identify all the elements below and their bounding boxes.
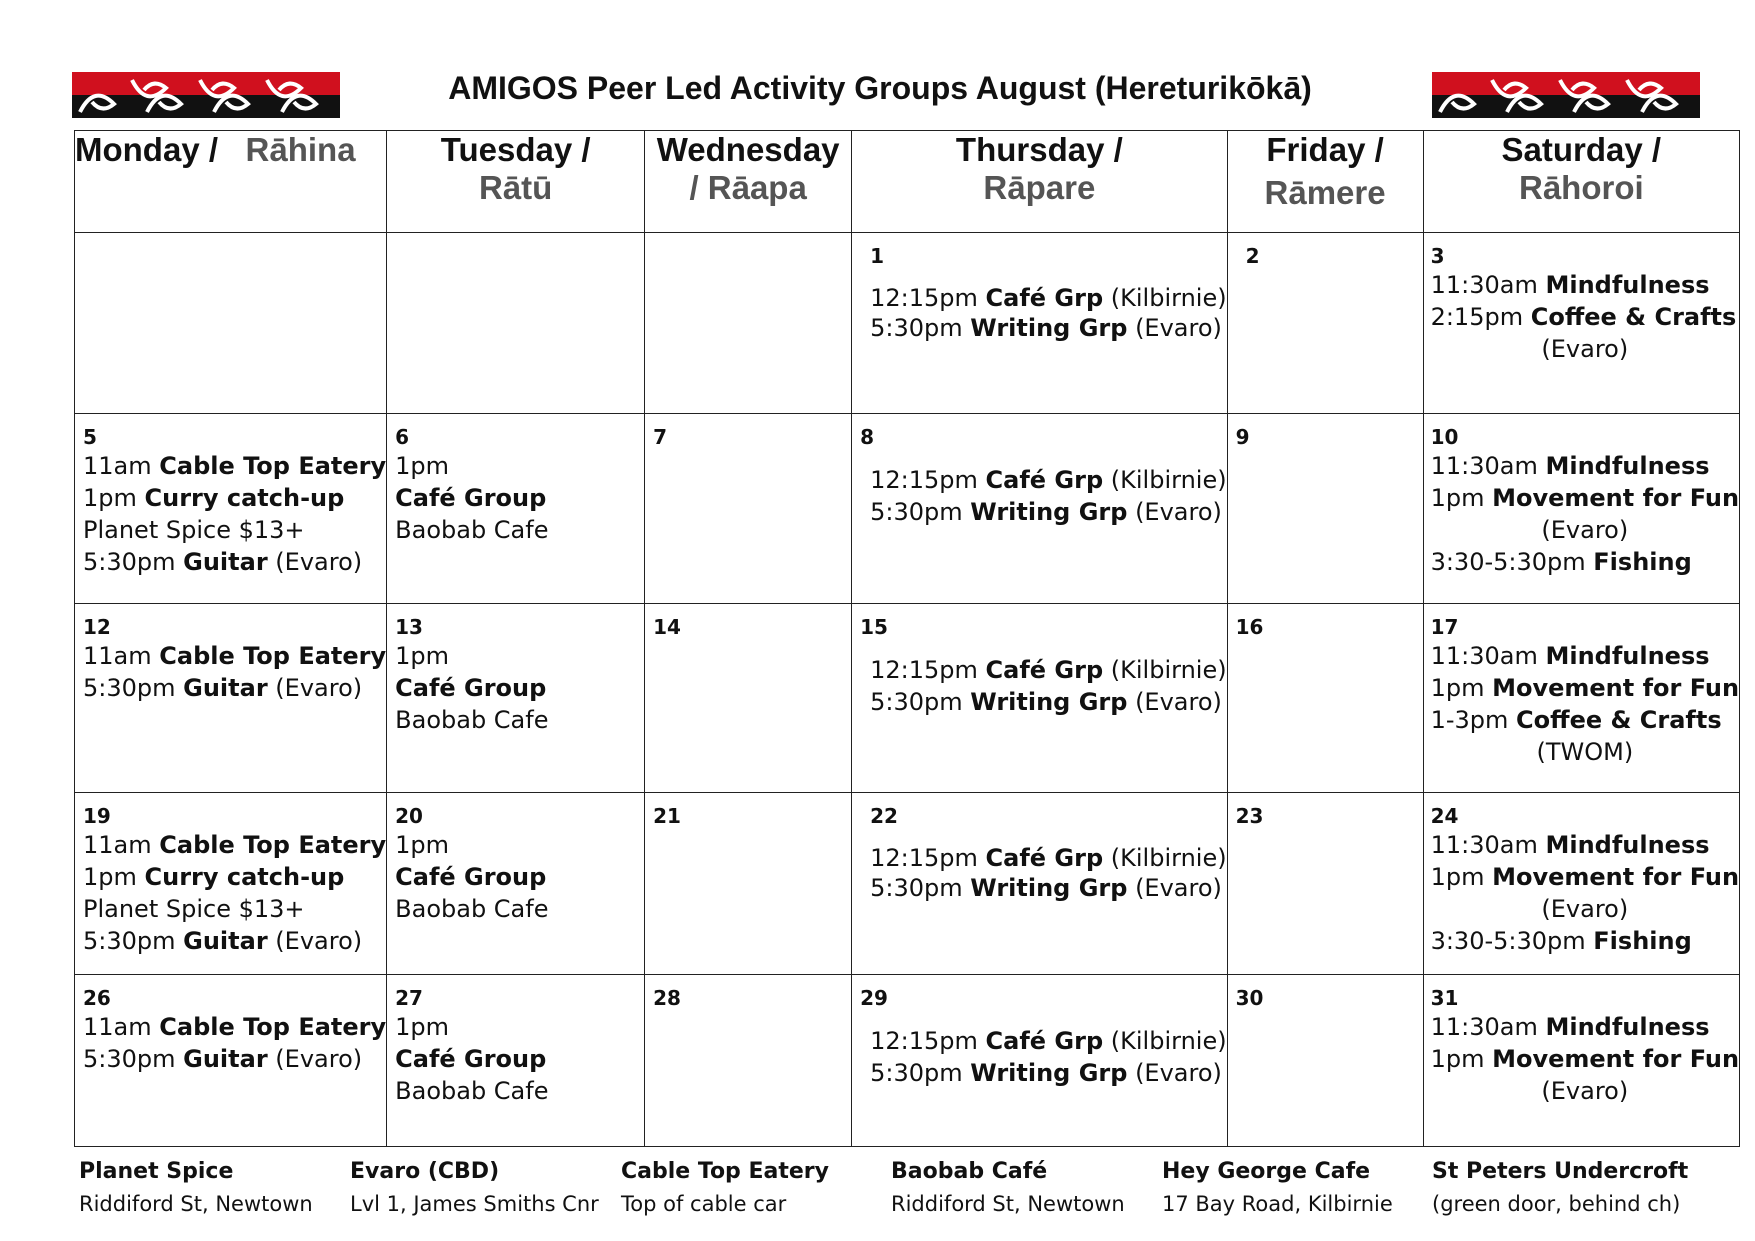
header-wednesday: Wednesday / Rāapa xyxy=(645,131,852,233)
page-title: AMIGOS Peer Led Activity Groups August (Hereturikōkā) xyxy=(448,70,1312,106)
day-cell xyxy=(645,233,852,414)
event-line: 5:30pm Writing Grp (Evaro) xyxy=(870,1059,1222,1087)
day-cell xyxy=(1227,793,1423,975)
event-venue: Baobab Cafe xyxy=(395,706,549,734)
legend-item: Hey George Cafe 17 Bay Road, Kilbirnie xyxy=(1162,1159,1393,1216)
day-cell xyxy=(852,604,1227,793)
event-line: 11am Cable Top Eatery xyxy=(83,642,387,670)
kowhaiwhai-ornament-left xyxy=(72,72,340,118)
day-number: 19 xyxy=(83,804,111,828)
week-row xyxy=(75,793,1740,975)
event-line: 5:30pm Guitar (Evaro) xyxy=(83,927,363,955)
event-line: 1pm Curry catch-up xyxy=(83,484,345,512)
day-number: 30 xyxy=(1235,986,1264,1010)
kowhaiwhai-ornament-right xyxy=(1432,72,1700,118)
day-cell xyxy=(75,604,387,793)
header-friday: Friday / Rāmere xyxy=(1227,131,1423,233)
week-row xyxy=(75,414,1740,604)
event-line: 11:30am Mindfulness xyxy=(1430,831,1710,859)
event-time: 1pm xyxy=(395,1013,450,1041)
day-cell xyxy=(75,414,387,604)
day-number: 5 xyxy=(83,425,97,449)
event-line: 12:15pm Café Grp (Kilbirnie) xyxy=(870,1027,1227,1055)
day-cell xyxy=(1227,975,1423,1147)
event-venue: (Evaro) xyxy=(1541,516,1629,544)
day-cell xyxy=(852,414,1227,604)
event-line: 5:30pm Guitar (Evaro) xyxy=(83,1045,363,1073)
week-row xyxy=(75,604,1740,793)
event-line: 3:30-5:30pm Fishing xyxy=(1430,548,1692,576)
day-number: 8 xyxy=(860,425,875,449)
event-line: Planet Spice $13+ xyxy=(83,516,305,544)
day-number: 16 xyxy=(1235,615,1264,639)
event-title: Café Group xyxy=(395,674,547,702)
day-number: 28 xyxy=(653,986,681,1010)
day-number: 9 xyxy=(1235,425,1250,449)
week-row xyxy=(75,975,1740,1147)
day-number: 23 xyxy=(1235,804,1264,828)
day-cell xyxy=(645,604,852,793)
day-number: 27 xyxy=(395,986,423,1010)
event-venue: (Evaro) xyxy=(1541,895,1629,923)
legend-item: Evaro (CBD) Lvl 1, James Smiths Cnr xyxy=(350,1159,599,1216)
day-cell xyxy=(852,975,1227,1147)
day-cell xyxy=(75,233,387,414)
day-cell xyxy=(1423,414,1740,604)
day-cell xyxy=(1227,414,1423,604)
event-venue: Baobab Cafe xyxy=(395,516,549,544)
event-time: 1pm xyxy=(395,452,450,480)
event-line: 1pm Movement for Fun xyxy=(1430,863,1740,891)
day-cell xyxy=(75,793,387,975)
day-number: 21 xyxy=(653,804,681,828)
event-line: 11:30am Mindfulness xyxy=(1430,1013,1710,1041)
event-line: 11:30am Mindfulness xyxy=(1430,271,1710,299)
event-venue: (Evaro) xyxy=(1541,335,1629,363)
day-cell xyxy=(1227,233,1423,414)
day-cell xyxy=(387,793,645,975)
event-venue: Baobab Cafe xyxy=(395,895,549,923)
day-cell xyxy=(1423,975,1740,1147)
event-line: 1pm Movement for Fun xyxy=(1430,484,1740,512)
day-number: 2 xyxy=(1245,244,1260,268)
event-line: 5:30pm Writing Grp (Evaro) xyxy=(870,688,1222,716)
header-row xyxy=(75,131,1740,233)
day-cell xyxy=(645,793,852,975)
event-line: 11:30am Mindfulness xyxy=(1430,642,1710,670)
day-cell xyxy=(1227,604,1423,793)
day-number: 17 xyxy=(1430,615,1459,639)
day-cell xyxy=(387,233,645,414)
event-line: 5:30pm Guitar (Evaro) xyxy=(83,548,363,576)
day-cell xyxy=(387,975,645,1147)
event-venue: Baobab Cafe xyxy=(395,1077,549,1105)
day-number: 24 xyxy=(1430,804,1459,828)
event-line: 1pm Movement for Fun xyxy=(1430,1045,1740,1073)
header-monday: Monday / Rāhina xyxy=(75,131,387,233)
day-cell xyxy=(852,233,1227,414)
event-line: 11am Cable Top Eatery xyxy=(83,1013,387,1041)
event-line: 1pm Movement for Fun xyxy=(1430,674,1740,702)
event-line: 5:30pm Writing Grp (Evaro) xyxy=(870,314,1222,342)
day-number: 26 xyxy=(83,986,111,1010)
event-line: 11am Cable Top Eatery xyxy=(83,452,387,480)
event-venue: (TWOM) xyxy=(1536,738,1634,766)
legend-item: St Peters Undercroft (green door, behind ch) xyxy=(1432,1159,1689,1216)
day-cell xyxy=(1423,604,1740,793)
event-line: 12:15pm Café Grp (Kilbirnie) xyxy=(870,844,1227,872)
day-number: 13 xyxy=(395,615,423,639)
event-line: 12:15pm Café Grp (Kilbirnie) xyxy=(870,466,1227,494)
legend-item: Planet Spice Riddiford St, Newtown xyxy=(79,1159,313,1216)
event-line: 5:30pm Guitar (Evaro) xyxy=(83,674,363,702)
calendar-table xyxy=(74,130,1740,1147)
day-number: 10 xyxy=(1430,425,1459,449)
header-thursday: Thursday / Rāpare xyxy=(852,131,1227,233)
day-cell xyxy=(645,975,852,1147)
header-tuesday: Tuesday / Rātū xyxy=(387,131,645,233)
day-number: 12 xyxy=(83,615,111,639)
day-cell xyxy=(1423,793,1740,975)
day-cell xyxy=(852,793,1227,975)
event-venue: (Evaro) xyxy=(1541,1077,1629,1105)
header-saturday: Saturday / Rāhoroi xyxy=(1423,131,1740,233)
event-line: 11am Cable Top Eatery xyxy=(83,831,387,859)
day-number: 22 xyxy=(870,804,898,828)
day-number: 31 xyxy=(1430,986,1459,1010)
day-cell xyxy=(387,604,645,793)
day-number: 29 xyxy=(860,986,888,1010)
day-number: 14 xyxy=(653,615,681,639)
legend-item: Baobab Café Riddiford St, Newtown xyxy=(891,1159,1125,1216)
event-line: 12:15pm Café Grp (Kilbirnie) xyxy=(870,656,1227,684)
event-time: 1pm xyxy=(395,831,450,859)
event-title: Café Group xyxy=(395,863,547,891)
day-cell xyxy=(645,414,852,604)
day-number: 3 xyxy=(1430,244,1445,268)
event-line: 1pm Curry catch-up xyxy=(83,863,345,891)
week-row xyxy=(75,233,1740,414)
event-line: Planet Spice $13+ xyxy=(83,895,305,923)
event-line: 2:15pm Coffee & Crafts xyxy=(1430,303,1737,331)
day-cell xyxy=(75,975,387,1147)
event-line: 1-3pm Coffee & Crafts xyxy=(1430,706,1722,734)
legend-item: Cable Top Eatery Top of cable car xyxy=(621,1159,829,1216)
event-line: 5:30pm Writing Grp (Evaro) xyxy=(870,874,1222,902)
day-number: 20 xyxy=(395,804,423,828)
event-time: 1pm xyxy=(395,642,450,670)
day-number: 7 xyxy=(653,425,668,449)
day-number: 15 xyxy=(860,615,888,639)
event-title: Café Group xyxy=(395,484,547,512)
event-line: 11:30am Mindfulness xyxy=(1430,452,1710,480)
event-title: Café Group xyxy=(395,1045,547,1073)
day-cell xyxy=(387,414,645,604)
day-number: 1 xyxy=(870,244,885,268)
event-line: 12:15pm Café Grp (Kilbirnie) xyxy=(870,284,1227,312)
event-line: 5:30pm Writing Grp (Evaro) xyxy=(870,498,1222,526)
day-number: 6 xyxy=(395,425,410,449)
event-line: 3:30-5:30pm Fishing xyxy=(1430,927,1692,955)
day-cell xyxy=(1423,233,1740,414)
